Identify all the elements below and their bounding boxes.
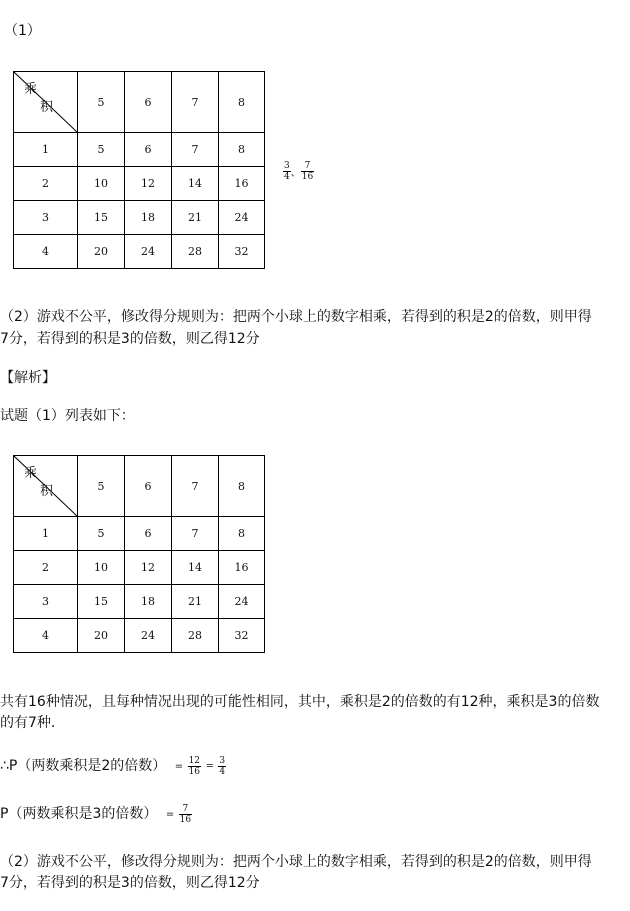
table-row [14,167,265,201]
fraction [283,161,291,182]
table-cell: 18 [125,201,172,235]
table-cell: 15 [78,585,125,619]
fraction-numerator: 12 [188,755,201,766]
fraction-denominator: 16 [179,814,192,825]
corner-bottom-label: 积 [40,100,54,115]
table-cell: 5 [78,517,125,551]
fraction-denominator: 4 [284,172,290,182]
part2-answer-line1: （2）游戏不公平，修改得分规则为：把两个小球上的数字相乘，若得到的积是2的倍数，则甲得 [0,309,592,325]
table-cell: 28 [172,619,219,653]
explanation-line2: 的有7种. [0,715,56,731]
row-label: 3 [14,585,78,619]
table-cell: 24 [125,235,172,269]
part1-label: （1） [4,23,41,39]
row-label: 4 [14,235,78,269]
table-row [14,585,265,619]
product-table-analysis [13,455,265,653]
table-cell: 14 [172,167,219,201]
equals-sign: = [165,808,175,820]
table-cell: 8 [219,517,265,551]
corner-top-label: 乘 [24,82,38,97]
fraction [301,161,314,182]
fraction [179,804,192,825]
fraction-numerator: 3 [219,755,226,766]
table-cell: 20 [78,235,125,269]
fraction-numerator: 3 [284,161,290,171]
probability-multiple-of-3 [0,803,192,825]
table-cell: 7 [172,517,219,551]
table-cell: 15 [78,201,125,235]
corner-top-label: 乘 [24,466,38,481]
header-cell: 8 [219,72,265,133]
table-cell: 10 [78,551,125,585]
header-cell: 5 [78,72,125,133]
row-label: 1 [14,517,78,551]
row-label: 4 [14,619,78,653]
table-row [14,201,265,235]
fraction-numerator: 7 [301,161,314,172]
prob-label: P（两数乘积是3的倍数） [0,806,158,822]
fraction [188,756,201,777]
table-cell: 20 [78,619,125,653]
table-corner-cell [14,72,78,133]
table-row [14,517,265,551]
table-cell: 16 [219,167,265,201]
table-row [14,551,265,585]
fraction-numerator: 7 [179,804,192,815]
part2-final-line1: （2）游戏不公平，修改得分规则为：把两个小球上的数字相乘，若得到的积是2的倍数，则甲得 [0,854,592,870]
table-row [14,619,265,653]
table-cell: 18 [125,585,172,619]
table-cell: 24 [219,201,265,235]
table-cell: 32 [219,235,265,269]
table-cell: 6 [125,133,172,167]
fraction [218,756,226,777]
prob-label: ∴P（两数乘积是2的倍数） [0,758,167,774]
analysis-intro: 试题（1）列表如下： [0,408,135,424]
header-cell: 5 [78,456,125,517]
table-cell: 21 [172,585,219,619]
header-cell: 6 [125,72,172,133]
answer-fractions [283,161,314,182]
row-label: 3 [14,201,78,235]
header-cell: 6 [125,456,172,517]
fraction-denominator: 4 [219,766,226,777]
table-cell: 28 [172,235,219,269]
table-cell: 10 [78,167,125,201]
table-corner-cell [14,456,78,517]
header-cell: 7 [172,72,219,133]
part2-answer-line2: 7分，若得到的积是3的倍数，则乙得12分 [0,331,260,347]
separator: 、 [290,168,301,179]
fraction-denominator: 16 [188,766,201,777]
corner-bottom-label: 积 [40,484,54,499]
table-cell: 24 [125,619,172,653]
table-cell: 5 [78,133,125,167]
explanation-line1: 共有16种情况，且每种情况出现的可能性相同，其中，乘积是2的倍数的有12种，乘积是3的倍数 [0,694,600,710]
analysis-heading: 【解析】 [0,370,56,386]
row-label: 2 [14,167,78,201]
probability-multiple-of-2 [0,755,226,777]
header-cell: 7 [172,456,219,517]
table-cell: 12 [125,167,172,201]
equals-sign: = [205,760,214,772]
part2-final-line2: 7分，若得到的积是3的倍数，则乙得12分 [0,875,260,891]
equals-sign: = [174,760,184,772]
table-cell: 16 [219,551,265,585]
table-row [14,133,265,167]
table-cell: 21 [172,201,219,235]
fraction-denominator: 16 [301,172,314,182]
row-label: 1 [14,133,78,167]
row-label: 2 [14,551,78,585]
table-cell: 12 [125,551,172,585]
header-cell: 8 [219,456,265,517]
product-table-top [13,71,265,269]
table-cell: 24 [219,585,265,619]
table-cell: 32 [219,619,265,653]
table-cell: 14 [172,551,219,585]
table-row [14,235,265,269]
table-cell: 8 [219,133,265,167]
table-cell: 7 [172,133,219,167]
table-cell: 6 [125,517,172,551]
